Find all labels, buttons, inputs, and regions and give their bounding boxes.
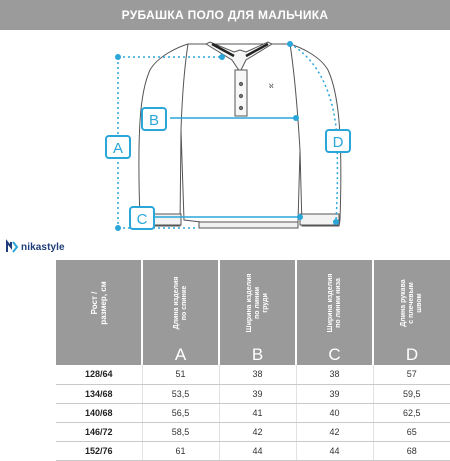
value-cell: 39 xyxy=(296,384,373,403)
size-cell: 128/64 xyxy=(56,365,142,384)
size-cell: 152/76 xyxy=(56,441,142,460)
size-cell: 140/68 xyxy=(56,403,142,422)
value-cell: 41 xyxy=(219,403,296,422)
column-header-line: по линии xyxy=(253,286,261,319)
size-header-line: Рост / xyxy=(89,291,99,314)
value-cell: 40 xyxy=(296,403,373,422)
column-header-b xyxy=(219,260,296,345)
polo-shirt-diagram xyxy=(0,30,450,252)
column-header-line: по линии низа xyxy=(334,277,342,328)
value-cell: 42 xyxy=(219,422,296,441)
value-cell: 62,5 xyxy=(373,403,450,422)
value-cell: 51 xyxy=(142,365,219,384)
value-cell: 44 xyxy=(219,441,296,460)
table-row xyxy=(56,365,450,384)
column-header-d xyxy=(373,260,450,345)
table-row xyxy=(56,441,450,460)
column-header-a xyxy=(142,260,219,345)
svg-text:ℵ: ℵ xyxy=(269,84,274,90)
column-header-line: груди xyxy=(261,292,269,313)
value-cell: 57 xyxy=(373,365,450,384)
label-c-text: C xyxy=(136,211,148,228)
column-header-c xyxy=(296,260,373,345)
polo-shirt-illustration xyxy=(136,42,341,228)
value-cell: 42 xyxy=(296,422,373,441)
column-header-line: по спинке xyxy=(180,285,188,320)
column-header-line: Ширина изделия xyxy=(245,273,253,332)
size-column-header xyxy=(56,260,142,345)
value-cell: 56,5 xyxy=(142,403,219,422)
size-header-line: размер, см xyxy=(98,280,108,325)
size-cell: 134/68 xyxy=(56,384,142,403)
value-cell: 39 xyxy=(219,384,296,403)
table-row xyxy=(56,384,450,403)
column-header-line: Длина рукава xyxy=(400,278,407,327)
nikastyle-logo-icon xyxy=(6,241,18,253)
column-letter-c: C xyxy=(296,345,373,365)
size-cell: 146/72 xyxy=(56,422,142,441)
brand-name: nikastyle xyxy=(21,241,65,253)
table-row xyxy=(56,422,450,441)
column-letter-d: D xyxy=(373,345,450,365)
table-row xyxy=(56,403,450,422)
letter-cell-blank xyxy=(56,345,142,365)
value-cell: 58,5 xyxy=(142,422,219,441)
column-letter-a: A xyxy=(142,345,219,365)
column-header-line: Длина изделия xyxy=(172,276,180,329)
column-header-line: Ширина изделия xyxy=(326,273,334,332)
value-cell: 44 xyxy=(296,441,373,460)
value-cell: 65 xyxy=(373,422,450,441)
value-cell: 59,5 xyxy=(373,384,450,403)
value-cell: 38 xyxy=(219,365,296,384)
value-cell: 68 xyxy=(373,441,450,460)
label-a-text: A xyxy=(112,140,124,157)
label-b-text: B xyxy=(148,112,160,129)
brand-logo xyxy=(6,239,65,255)
value-cell: 53,5 xyxy=(142,384,219,403)
page-title: РУБАШКА ПОЛО ДЛЯ МАЛЬЧИКА xyxy=(0,0,450,30)
column-header-line: швом xyxy=(416,292,423,313)
label-d-text: D xyxy=(332,134,344,151)
column-letter-b: B xyxy=(219,345,296,365)
value-cell: 61 xyxy=(142,441,219,460)
value-cell: 38 xyxy=(296,365,373,384)
column-header-line: с плечевым xyxy=(408,281,415,324)
size-table xyxy=(56,260,450,461)
